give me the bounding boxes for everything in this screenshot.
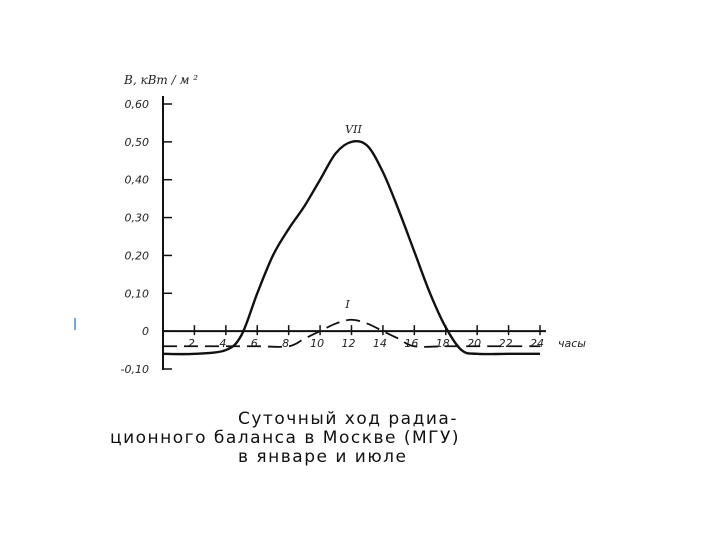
x-tick-label: 10	[310, 337, 325, 351]
x-tick-label: 6	[250, 337, 258, 351]
y-tick-label: 0,40	[124, 173, 149, 187]
y-axis-ticks	[121, 98, 172, 376]
x-tick-label: 8	[282, 337, 290, 351]
x-axis-unit: часы	[558, 337, 586, 351]
y-tick-label: 0,20	[124, 249, 149, 263]
y-tick-label: 0,10	[124, 287, 149, 301]
series-label: VII	[345, 122, 362, 136]
x-tick-label: 12	[341, 337, 356, 351]
x-tick-label: 24	[530, 337, 544, 351]
caption-line-1: Суточный ход радиа-	[238, 409, 458, 429]
x-tick-label: 16	[404, 337, 419, 351]
x-tick-label: 22	[498, 337, 513, 351]
y-tick-label: 0,30	[124, 211, 149, 225]
y-tick-label: -0,10	[120, 363, 149, 376]
x-tick-label: 20	[467, 337, 482, 351]
y-tick-label: 0,50	[124, 135, 149, 149]
y-tick-label: 0,60	[124, 98, 149, 111]
x-tick-label: 18	[435, 337, 450, 351]
series-line-july	[163, 141, 540, 354]
series-label: I	[345, 297, 350, 311]
x-tick-label: 4	[219, 337, 227, 351]
edge-marker	[74, 318, 76, 330]
chart-series	[163, 123, 540, 354]
x-tick-label: 14	[372, 337, 387, 351]
caption-line-2: ционного баланса в Москве (МГУ)	[110, 428, 461, 448]
caption-line-3: в январе и июле	[238, 447, 408, 467]
x-tick-label: 2	[187, 337, 195, 351]
y-tick-label: 0	[142, 325, 149, 339]
figure-caption	[110, 409, 598, 467]
y-axis-label: B, кВт / м ²	[124, 73, 199, 87]
